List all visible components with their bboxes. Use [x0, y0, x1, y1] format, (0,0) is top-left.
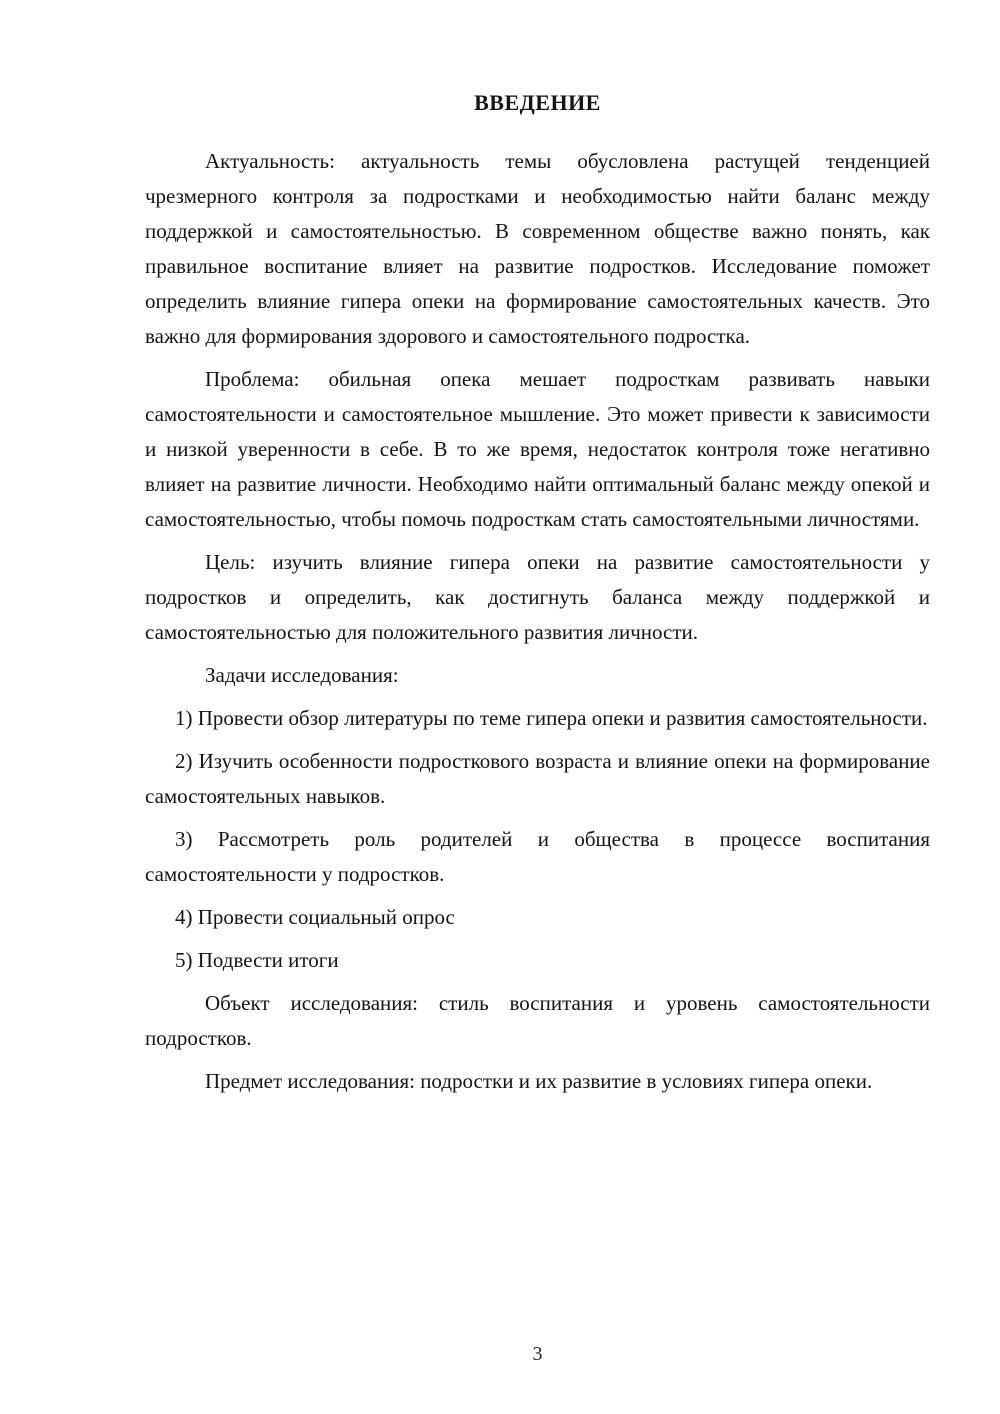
- paragraph-predmet: Предмет исследования: подростки и их развитие в условиях гипера опеки.: [205, 1069, 873, 1093]
- paragraph-problema: Проблема: обильная опека мешает подросткам развивать навыки самостоятельности и самостоятельное мышление. Это может привести к зависимости и низкой уверенности в себе. В то же время, недостаток контроля тоже негативно влияет на развитие личности. Необходимо найти оптимальный баланс между опекой и самостоятельностью, чтобы помочь подросткам стать самостоятельными личностями.: [145, 367, 930, 531]
- paragraph-obekt: Объект исследования: стиль воспитания и уровень самостоятельности подростков.: [145, 991, 930, 1050]
- list-item-3: 3) Рассмотреть роль родителей и общества в процессе воспитания самостоятельности у подростков.: [145, 827, 930, 886]
- paragraph-zadachi-header: Задачи исследования:: [205, 663, 399, 687]
- page-title: ВВЕДЕНИЕ: [474, 90, 601, 115]
- list-item-2: 2) Изучить особенности подросткового возраста и влияние опеки на формирование самостоятельных навыков.: [145, 749, 930, 808]
- page-number: 3: [532, 1343, 543, 1365]
- list-item-4: 4) Провести социальный опрос: [175, 905, 455, 929]
- list-item-1: 1) Провести обзор литературы по теме гипера опеки и развития самостоятельности.: [175, 706, 928, 730]
- list-item-5: 5) Подвести итоги: [175, 948, 339, 972]
- paragraph-aktualnost: Актуальность: актуальность темы обусловлена растущей тенденцией чрезмерного контроля за подростками и необходимостью найти баланс между поддержкой и самостоятельностью. В современном обществе важно понять, как правильное воспитание влияет на развитие подростков. Исследование поможет определить влияние гипера опеки на формирование самостоятельных качеств. Это важно для формирования здорового и самостоятельного подростка.: [145, 149, 930, 348]
- paragraph-tsel: Цель: изучить влияние гипера опеки на развитие самостоятельности у подростков и определить, как достигнуть баланса между поддержкой и самостоятельностью для положительного развития личности.: [145, 550, 930, 644]
